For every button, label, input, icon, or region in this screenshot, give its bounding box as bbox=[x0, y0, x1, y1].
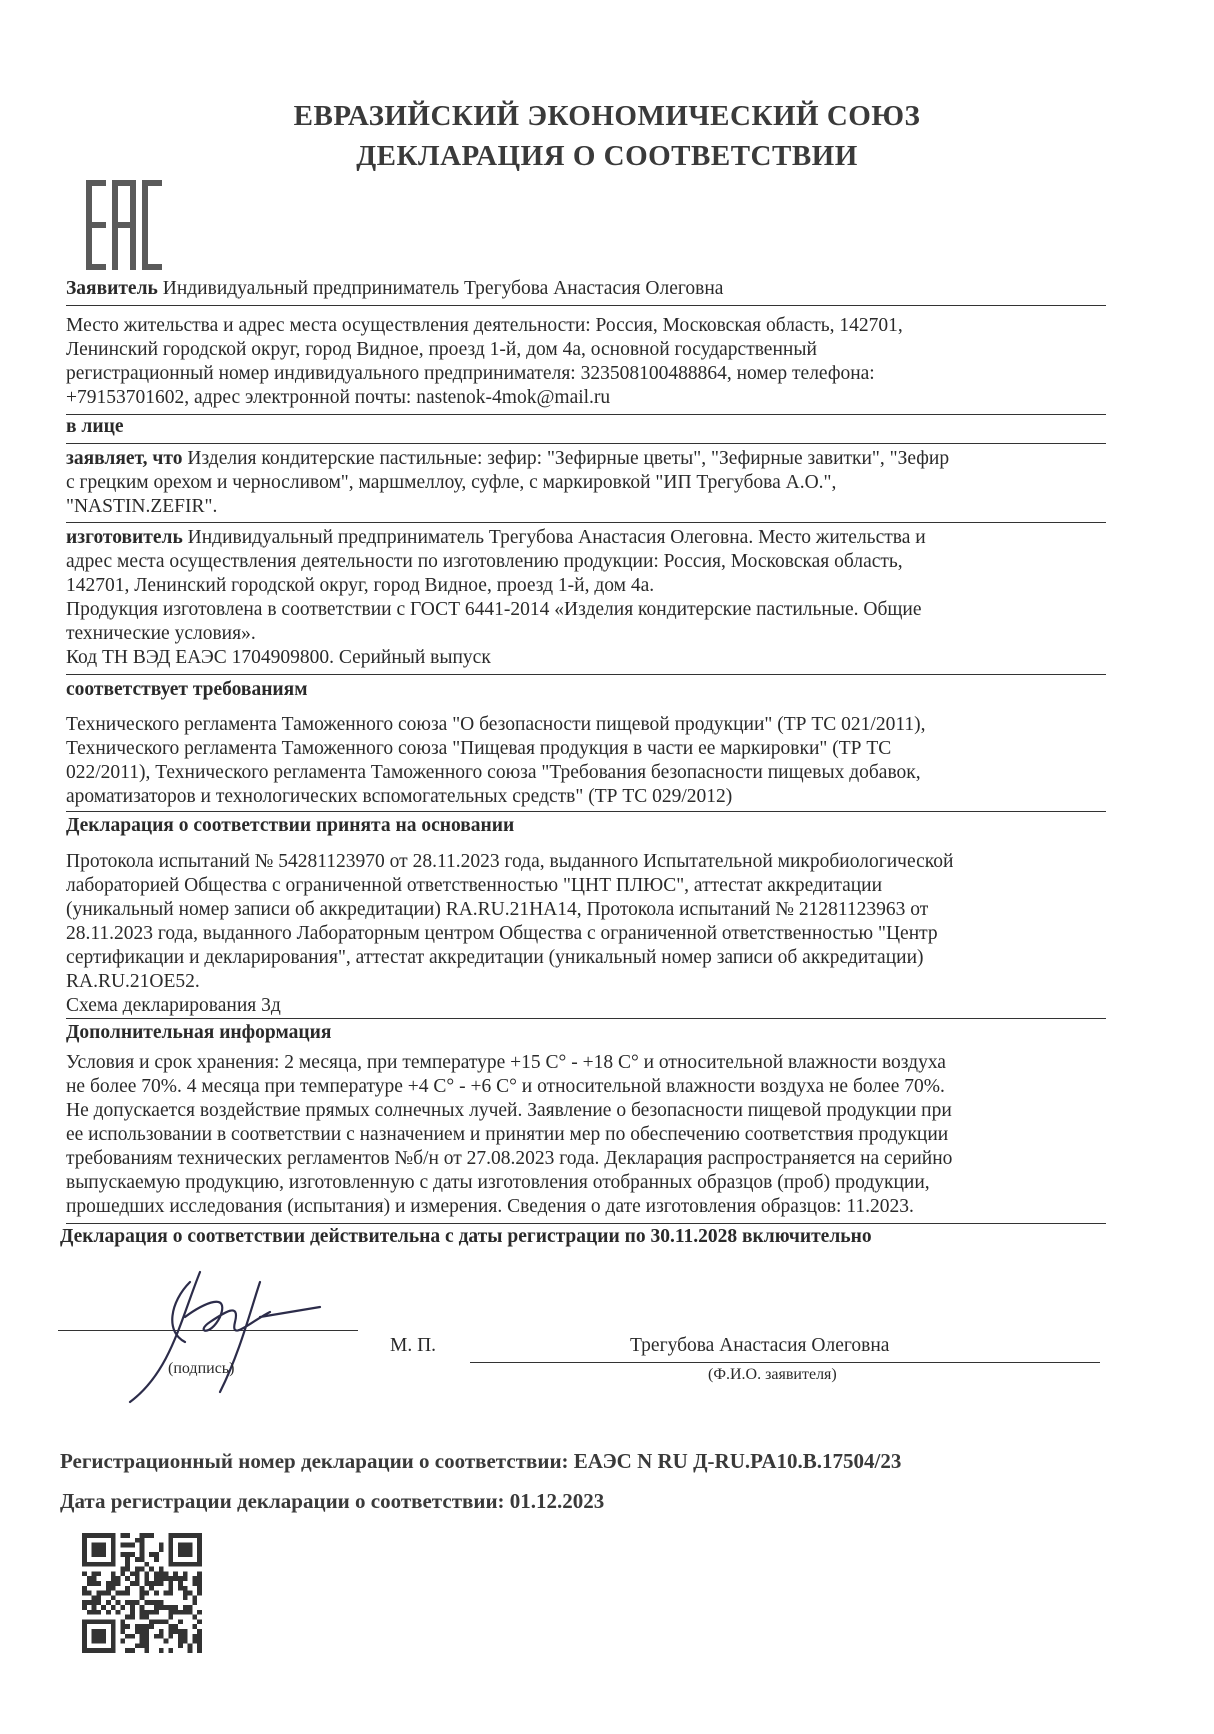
qr-code-icon[interactable] bbox=[82, 1533, 202, 1653]
additional-line-5: требованиям технических регламентов №б/н от 27.08.2023 года. Декларация распространяется на серийно bbox=[66, 1148, 953, 1169]
declares-label: заявляет, что bbox=[66, 448, 183, 469]
divider bbox=[66, 522, 1106, 523]
union-title: ЕВРАЗИЙСКИЙ ЭКОНОМИЧЕСКИЙ СОЮЗ bbox=[293, 100, 921, 132]
additional-label-line bbox=[66, 1021, 1106, 1045]
additional-line-4: ее использовании в соответствии с назначением и принятии мер по обеспечению соответствия продукции bbox=[66, 1124, 949, 1145]
declares-line-1: Изделия кондитерские пастильные: зефир: "Зефирные цветы", "Зефирные завитки", "Зефир bbox=[187, 448, 950, 469]
basis-label-line bbox=[66, 814, 1106, 838]
declares-line-2: с грецким орехом и черносливом", маршмеллоу, суфле, с маркировкой "ИП Трегубова А.О.", bbox=[66, 472, 837, 493]
applicant-label: Заявитель bbox=[66, 278, 158, 299]
complies-line-3: 022/2011), Технического регламента Таможенного союза "Требования безопасности пищевых добавок, bbox=[66, 762, 921, 783]
address-block bbox=[66, 314, 1106, 410]
address-line-4: +79153701602, адрес электронной почты: nastenok-4mok@mail.ru bbox=[66, 387, 611, 408]
hs-code-line: Код ТН ВЭД ЕАЭС 1704909800. Серийный выпуск bbox=[66, 647, 491, 668]
manufacturer-block bbox=[66, 526, 1106, 670]
divider bbox=[66, 305, 1106, 306]
basis-line-6: RA.RU.21ОЕ52. bbox=[66, 971, 200, 992]
complies-label: соответствует требованиям bbox=[66, 679, 308, 700]
registration-number: Регистрационный номер декларации о соответствии: ЕАЭС N RU Д-RU.PA10.B.17504/23 bbox=[60, 1449, 902, 1473]
divider bbox=[66, 1223, 1106, 1224]
basis-line-3: (уникальный номер записи об аккредитации) RA.RU.21НА14, Протокола испытаний № 21281123963 от bbox=[66, 899, 929, 920]
registration-date: Дата регистрации декларации о соответствии: 01.12.2023 bbox=[60, 1489, 605, 1513]
address-line-2: Ленинский городской округ, город Видное, проезд 1-й, дом 4а, основной государственный bbox=[66, 339, 817, 360]
basis-line-5: сертификации и декларирования", аттестат аккредитации (уникальный номер записи об аккредитации) bbox=[66, 947, 924, 968]
additional-label: Дополнительная информация bbox=[66, 1022, 332, 1043]
handwritten-signature bbox=[110, 1262, 340, 1412]
applicant-value: Индивидуальный предприниматель Трегубова Анастасия Олеговна bbox=[162, 278, 724, 299]
name-caption: (Ф.И.О. заявителя) bbox=[708, 1366, 837, 1383]
divider bbox=[66, 443, 1106, 444]
signature-caption: (подпись) bbox=[168, 1360, 235, 1377]
manufacturer-line-2: адрес места осуществления деятельности по изготовлению продукции: Россия, Московская область, bbox=[66, 551, 903, 572]
divider bbox=[66, 811, 1106, 812]
complies-label-line bbox=[66, 678, 1106, 702]
person-line bbox=[66, 415, 1106, 439]
complies-line-2: Технического регламента Таможенного союза "Пищевая продукция в части ее маркировки" (ТР ТС bbox=[66, 738, 892, 759]
basis-block bbox=[66, 850, 1106, 1018]
basis-line-4: 28.11.2023 года, выданного Лабораторным центром Общества с ограниченной ответственностью "Центр bbox=[66, 923, 938, 944]
additional-line-6: выпускаемую продукцию, изготовленную с даты изготовления отобранных образцов (проб) продукции, bbox=[66, 1172, 930, 1193]
scheme-line: Схема декларирования 3д bbox=[66, 995, 281, 1016]
manufacturer-line-5: технические условия». bbox=[66, 623, 256, 644]
additional-line-1: Условия и срок хранения: 2 месяца, при температуре +15 С° - +18 С° и относительной влажности воздуха bbox=[66, 1052, 946, 1073]
applicant-line bbox=[66, 277, 1106, 301]
basis-line-1: Протокола испытаний № 54281123970 от 28.11.2023 года, выданного Испытательной микробиологической bbox=[66, 851, 954, 872]
manufacturer-line-4: Продукция изготовлена в соответствии с ГОСТ 6441-2014 «Изделия кондитерские пастильные. Общие bbox=[66, 599, 922, 620]
document-title: ДЕКЛАРАЦИЯ О СООТВЕТСТВИИ bbox=[356, 140, 858, 172]
divider bbox=[66, 1018, 1106, 1019]
address-line-1: Место жительства и адрес места осуществления деятельности: Россия, Московская область, 142701, bbox=[66, 315, 903, 336]
complies-line-4: ароматизаторов и технологических вспомогательных средств" (ТР ТС 029/2012) bbox=[66, 786, 733, 807]
complies-block bbox=[66, 713, 1106, 809]
additional-line-2: не более 70%. 4 месяца при температуре +4 С° - +6 С° и относительной влажности воздуха не более 70%. bbox=[66, 1076, 945, 1097]
applicant-name: Трегубова Анастасия Олеговна bbox=[630, 1335, 890, 1356]
declares-line-3: "NASTIN.ZEFIR". bbox=[66, 496, 218, 517]
manufacturer-line-3: 142701, Ленинский городской округ, город Видное, проезд 1-й, дом 4а. bbox=[66, 575, 655, 596]
basis-label: Декларация о соответствии принята на основании bbox=[66, 815, 515, 836]
manufacturer-label: изготовитель bbox=[66, 527, 183, 548]
additional-block bbox=[66, 1051, 1106, 1219]
validity-line: Декларация о соответствии действительна с даты регистрации по 30.11.2028 включительно bbox=[60, 1226, 872, 1247]
eac-mark-icon bbox=[86, 180, 166, 270]
stamp-label: М. П. bbox=[390, 1335, 437, 1356]
manufacturer-line-1: Индивидуальный предприниматель Трегубова Анастасия Олеговна. Место жительства и bbox=[187, 527, 926, 548]
name-line bbox=[470, 1362, 1100, 1363]
person-label: в лице bbox=[66, 416, 124, 437]
additional-line-7: прошедших исследования (испытания) и измерения. Сведения о дате изготовления образцов: 11.2023. bbox=[66, 1196, 914, 1217]
complies-line-1: Технического регламента Таможенного союза "О безопасности пищевой продукции" (ТР ТС 021/2011), bbox=[66, 714, 926, 735]
divider bbox=[66, 674, 1106, 675]
basis-line-2: лабораторией Общества с ограниченной ответственностью "ЦНТ ПЛЮС", аттестат аккредитации bbox=[66, 875, 883, 896]
declares-block bbox=[66, 447, 1106, 519]
additional-line-3: Не допускается воздействие прямых солнечных лучей. Заявление о безопасности пищевой продукции при bbox=[66, 1100, 952, 1121]
address-line-3: регистрационный номер индивидуального предпринимателя: 323508100488864, номер телефона: bbox=[66, 363, 875, 384]
